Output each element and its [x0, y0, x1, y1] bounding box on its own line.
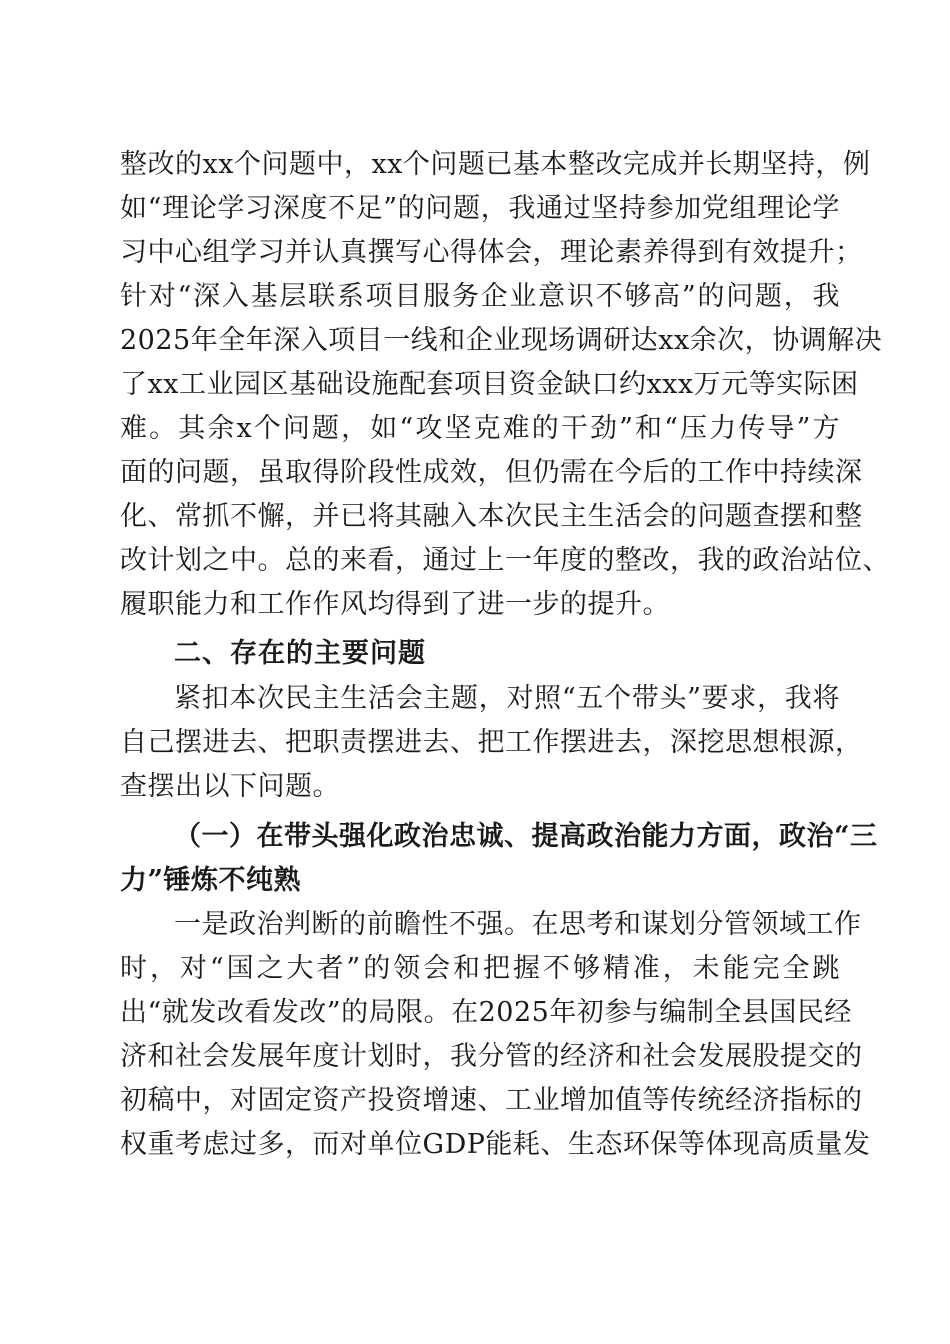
intro-line: 紧扣本次民主生活会主题，对照“五个带头”要求，我将	[174, 683, 840, 714]
paragraph-line: 了xx工业园区基础设施配套项目资金缺口约xxx万元等实际困	[120, 369, 859, 400]
paragraph-line: 2025年全年深入项目一线和企业现场调研达xx余次，协调解决	[120, 325, 883, 356]
intro-line: 查摆出以下问题。	[120, 771, 340, 802]
sub-heading-line: 力”锤炼不纯熟	[120, 865, 302, 896]
paragraph-line: 面的问题，虽取得阶段性成效，但仍需在今后的工作中持续深	[120, 457, 863, 488]
paragraph-line: 整改的xx个问题中，xx个问题已基本整改完成并长期坚持，例	[120, 149, 871, 180]
paragraph-line: 履职能力和工作作风均得到了进一步的提升。	[120, 589, 670, 620]
section-heading: 二、存在的主要问题	[174, 638, 426, 669]
paragraph-line: 化、常抓不懈，并已将其融入本次民主生活会的问题查摆和整	[120, 501, 863, 532]
paragraph-line: 难。其余x个问题，如“攻坚克难的干劲”和“压力传导”方	[120, 413, 840, 444]
paragraph-line: 改计划之中。总的来看，通过上一年度的整改，我的政治站位、	[120, 545, 890, 576]
body-line: 时，对“国之大者”的领会和把握不够精准，未能完全跳	[120, 953, 840, 984]
body-line: 一是政治判断的前瞻性不强。在思考和谋划分管领域工作	[174, 909, 862, 940]
paragraph-line: 如“理论学习深度不足”的问题，我通过坚持参加党组理论学	[120, 193, 840, 224]
body-line: 初稿中，对固定资产投资增速、工业增加值等传统经济指标的	[120, 1085, 863, 1116]
intro-line: 自己摆进去、把职责摆进去、把工作摆进去，深挖思想根源，	[120, 727, 863, 758]
body-line: 济和社会发展年度计划时，我分管的经济和社会发展股提交的	[120, 1041, 863, 1072]
paragraph-line: 针对“深入基层联系项目服务企业意识不够高”的问题，我	[120, 281, 840, 312]
paragraph-line: 习中心组学习并认真撰写心得体会，理论素养得到有效提升；	[120, 237, 863, 268]
body-line: 出“就发改看发改”的局限。在2025年初参与编制全县国民经	[120, 997, 852, 1028]
body-line: 权重考虑过多，而对单位GDP能耗、生态环保等体现高质量发	[120, 1129, 871, 1160]
sub-heading-line: （一）在带头强化政治忠诚、提高政治能力方面，政治“三	[174, 821, 878, 852]
